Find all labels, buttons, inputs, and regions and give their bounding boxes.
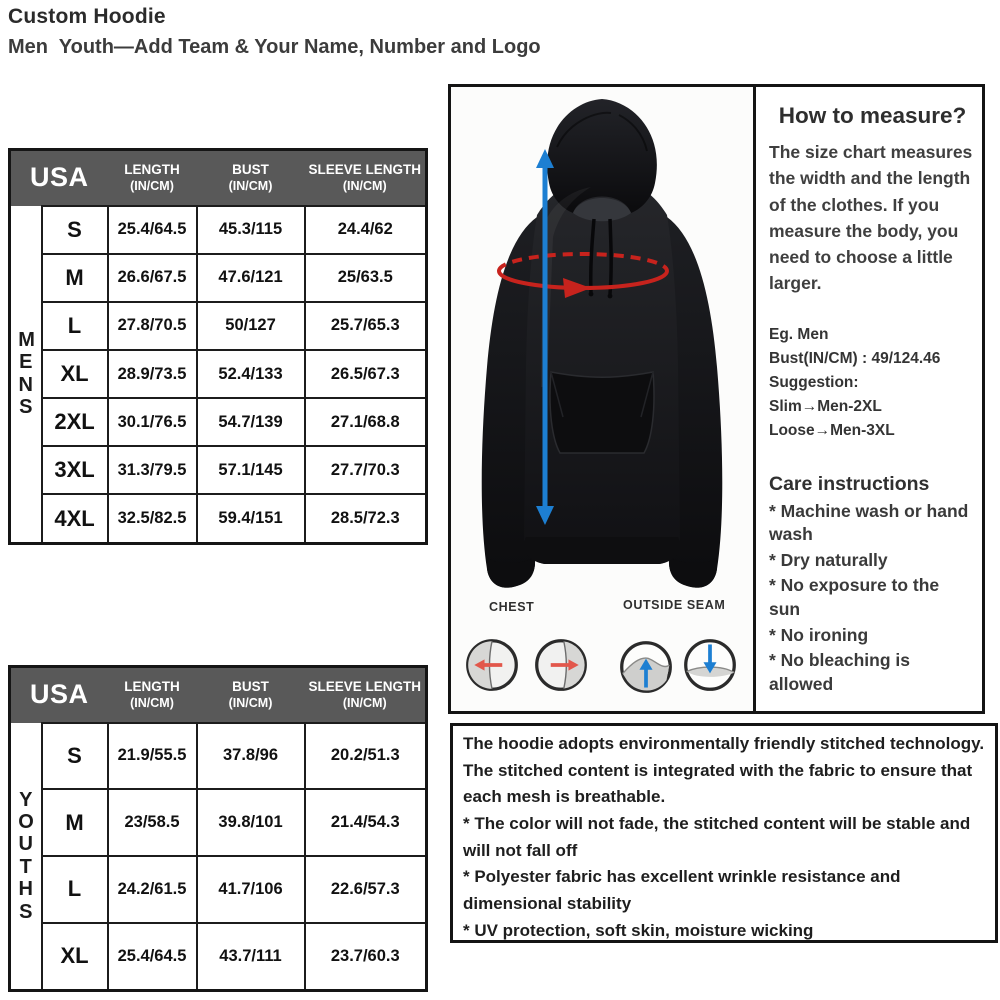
size-cell: S xyxy=(42,206,108,254)
measurement-cell: 32.5/82.5 xyxy=(108,494,197,543)
column-header: LENGTH (IN/CM) xyxy=(108,667,197,723)
measurement-cell: 25.4/64.5 xyxy=(108,923,197,991)
care-instructions-list xyxy=(769,500,975,697)
measurement-cell: 47.6/121 xyxy=(197,254,305,302)
list-item: Loose→Men-3XL xyxy=(769,421,895,439)
list-item: The hoodie adopts environmentally friendly stitched technology. The stitched content is integrated with the fabric to ensure that each mesh is breathable. xyxy=(463,734,985,807)
list-item: * UV protection, soft skin, moisture wicking xyxy=(463,920,814,940)
column-header: SLEEVE LENGTH (IN/CM) xyxy=(305,150,427,206)
list-item: * No ironing xyxy=(769,624,869,645)
measurement-cell: 41.7/106 xyxy=(197,856,305,923)
table-row xyxy=(10,856,427,923)
measurement-cell: 27.7/70.3 xyxy=(305,446,427,494)
table-row xyxy=(10,254,427,302)
hoodie-illustration xyxy=(451,87,753,711)
product-description-box xyxy=(450,723,998,943)
care-instructions-title: Care instructions xyxy=(769,472,930,495)
size-cell: XL xyxy=(42,923,108,991)
measurement-cell: 26.6/67.5 xyxy=(108,254,197,302)
list-item: * Machine wash or hand wash xyxy=(769,500,969,545)
measurement-cell: 21.9/55.5 xyxy=(108,723,197,790)
table-row xyxy=(10,302,427,350)
size-cell: 3XL xyxy=(42,446,108,494)
chest-measure-right-icon xyxy=(533,637,589,693)
group-label-cell xyxy=(10,206,42,544)
measurement-cell: 28.5/72.3 xyxy=(305,494,427,543)
measurement-cell: 26.5/67.3 xyxy=(305,350,427,398)
size-cell: S xyxy=(42,723,108,790)
table-row xyxy=(10,350,427,398)
table-row xyxy=(10,398,427,446)
measurement-cell: 39.8/101 xyxy=(197,789,305,856)
care-instructions-block xyxy=(769,473,976,697)
column-header: SLEEVE LENGTH (IN/CM) xyxy=(305,667,427,723)
measurement-cell: 57.1/145 xyxy=(197,446,305,494)
size-cell: XL xyxy=(42,350,108,398)
size-cell: M xyxy=(42,254,108,302)
list-item: Bust(IN/CM) : 49/124.46 xyxy=(769,349,941,367)
table-row xyxy=(10,494,427,543)
list-item: * Polyester fabric has excellent wrinkle resistance and dimensional stability xyxy=(463,867,901,914)
how-to-measure-panel xyxy=(753,87,982,711)
group-label: YOUTHS xyxy=(18,788,34,923)
size-suggestion-block xyxy=(769,323,976,443)
origin-header: USA xyxy=(10,667,108,723)
measurement-cell: 52.4/133 xyxy=(197,350,305,398)
measurement-cell: 25/63.5 xyxy=(305,254,427,302)
list-item: * Dry naturally xyxy=(769,549,888,570)
measurement-cell: 25.4/64.5 xyxy=(108,206,197,254)
measurement-cell: 45.3/115 xyxy=(197,206,305,254)
table-header-row xyxy=(10,150,427,206)
table-row xyxy=(10,446,427,494)
measurement-cell: 24.2/61.5 xyxy=(108,856,197,923)
measurement-cell: 59.4/151 xyxy=(197,494,305,543)
outside-seam-label: OUTSIDE SEAM xyxy=(623,598,726,612)
chest-label: CHEST xyxy=(489,600,535,614)
measurement-cell: 54.7/139 xyxy=(197,398,305,446)
hoodie-image xyxy=(451,87,753,711)
seam-measure-up-icon xyxy=(618,639,674,695)
measurement-cell: 23/58.5 xyxy=(108,789,197,856)
measurement-cell: 22.6/57.3 xyxy=(305,856,427,923)
measurement-cell: 30.1/76.5 xyxy=(108,398,197,446)
measurement-cell: 20.2/51.3 xyxy=(305,723,427,790)
seam-measure-down-icon xyxy=(682,637,738,693)
list-item: * The color will not fade, the stitched content will be stable and will not fall off xyxy=(463,814,971,860)
list-item: Suggestion: xyxy=(769,373,859,391)
size-cell: 2XL xyxy=(42,398,108,446)
table-row xyxy=(10,723,427,790)
table-header-row xyxy=(10,667,427,723)
list-item: * No exposure to the sun xyxy=(769,575,940,620)
origin-header: USA xyxy=(10,150,108,206)
measurement-cell: 21.4/54.3 xyxy=(305,789,427,856)
list-item: Slim→Men-2XL xyxy=(769,397,882,415)
youth-size-chart xyxy=(8,665,428,992)
chest-measure-left-icon xyxy=(464,637,520,693)
measurement-cell: 28.9/73.5 xyxy=(108,350,197,398)
table-row xyxy=(10,923,427,991)
how-to-measure-body: The size chart measures the width and the length of the clothes. If you measure the body, you need to choose a little larger. xyxy=(769,142,973,294)
size-cell: M xyxy=(42,789,108,856)
page-title: Custom Hoodie xyxy=(8,5,166,28)
size-cell: L xyxy=(42,856,108,923)
column-header: BUST (IN/CM) xyxy=(197,667,305,723)
measurement-cell: 31.3/79.5 xyxy=(108,446,197,494)
measurement-cell: 27.1/68.8 xyxy=(305,398,427,446)
measure-panel xyxy=(448,84,985,714)
measurement-cell: 50/127 xyxy=(197,302,305,350)
mens-size-chart xyxy=(8,148,428,545)
group-label: MENS xyxy=(18,328,35,419)
measurement-cell: 23.7/60.3 xyxy=(305,923,427,991)
measurement-cell: 43.7/111 xyxy=(197,923,305,991)
measurement-cell: 24.4/62 xyxy=(305,206,427,254)
measurement-cell: 37.8/96 xyxy=(197,723,305,790)
how-to-measure-title: How to measure? xyxy=(778,103,967,128)
table-row xyxy=(10,206,427,254)
size-cell: 4XL xyxy=(42,494,108,543)
column-header: BUST (IN/CM) xyxy=(197,150,305,206)
column-header: LENGTH (IN/CM) xyxy=(108,150,197,206)
page-subtitle: Men Youth—Add Team & Your Name, Number and Logo xyxy=(8,36,541,58)
measurement-cell: 27.8/70.5 xyxy=(108,302,197,350)
measurement-cell: 25.7/65.3 xyxy=(305,302,427,350)
table-row xyxy=(10,789,427,856)
list-item: * No bleaching is allowed xyxy=(769,650,910,694)
size-cell: L xyxy=(42,302,108,350)
list-item: Eg. Men xyxy=(769,325,829,343)
group-label-cell xyxy=(10,723,42,991)
